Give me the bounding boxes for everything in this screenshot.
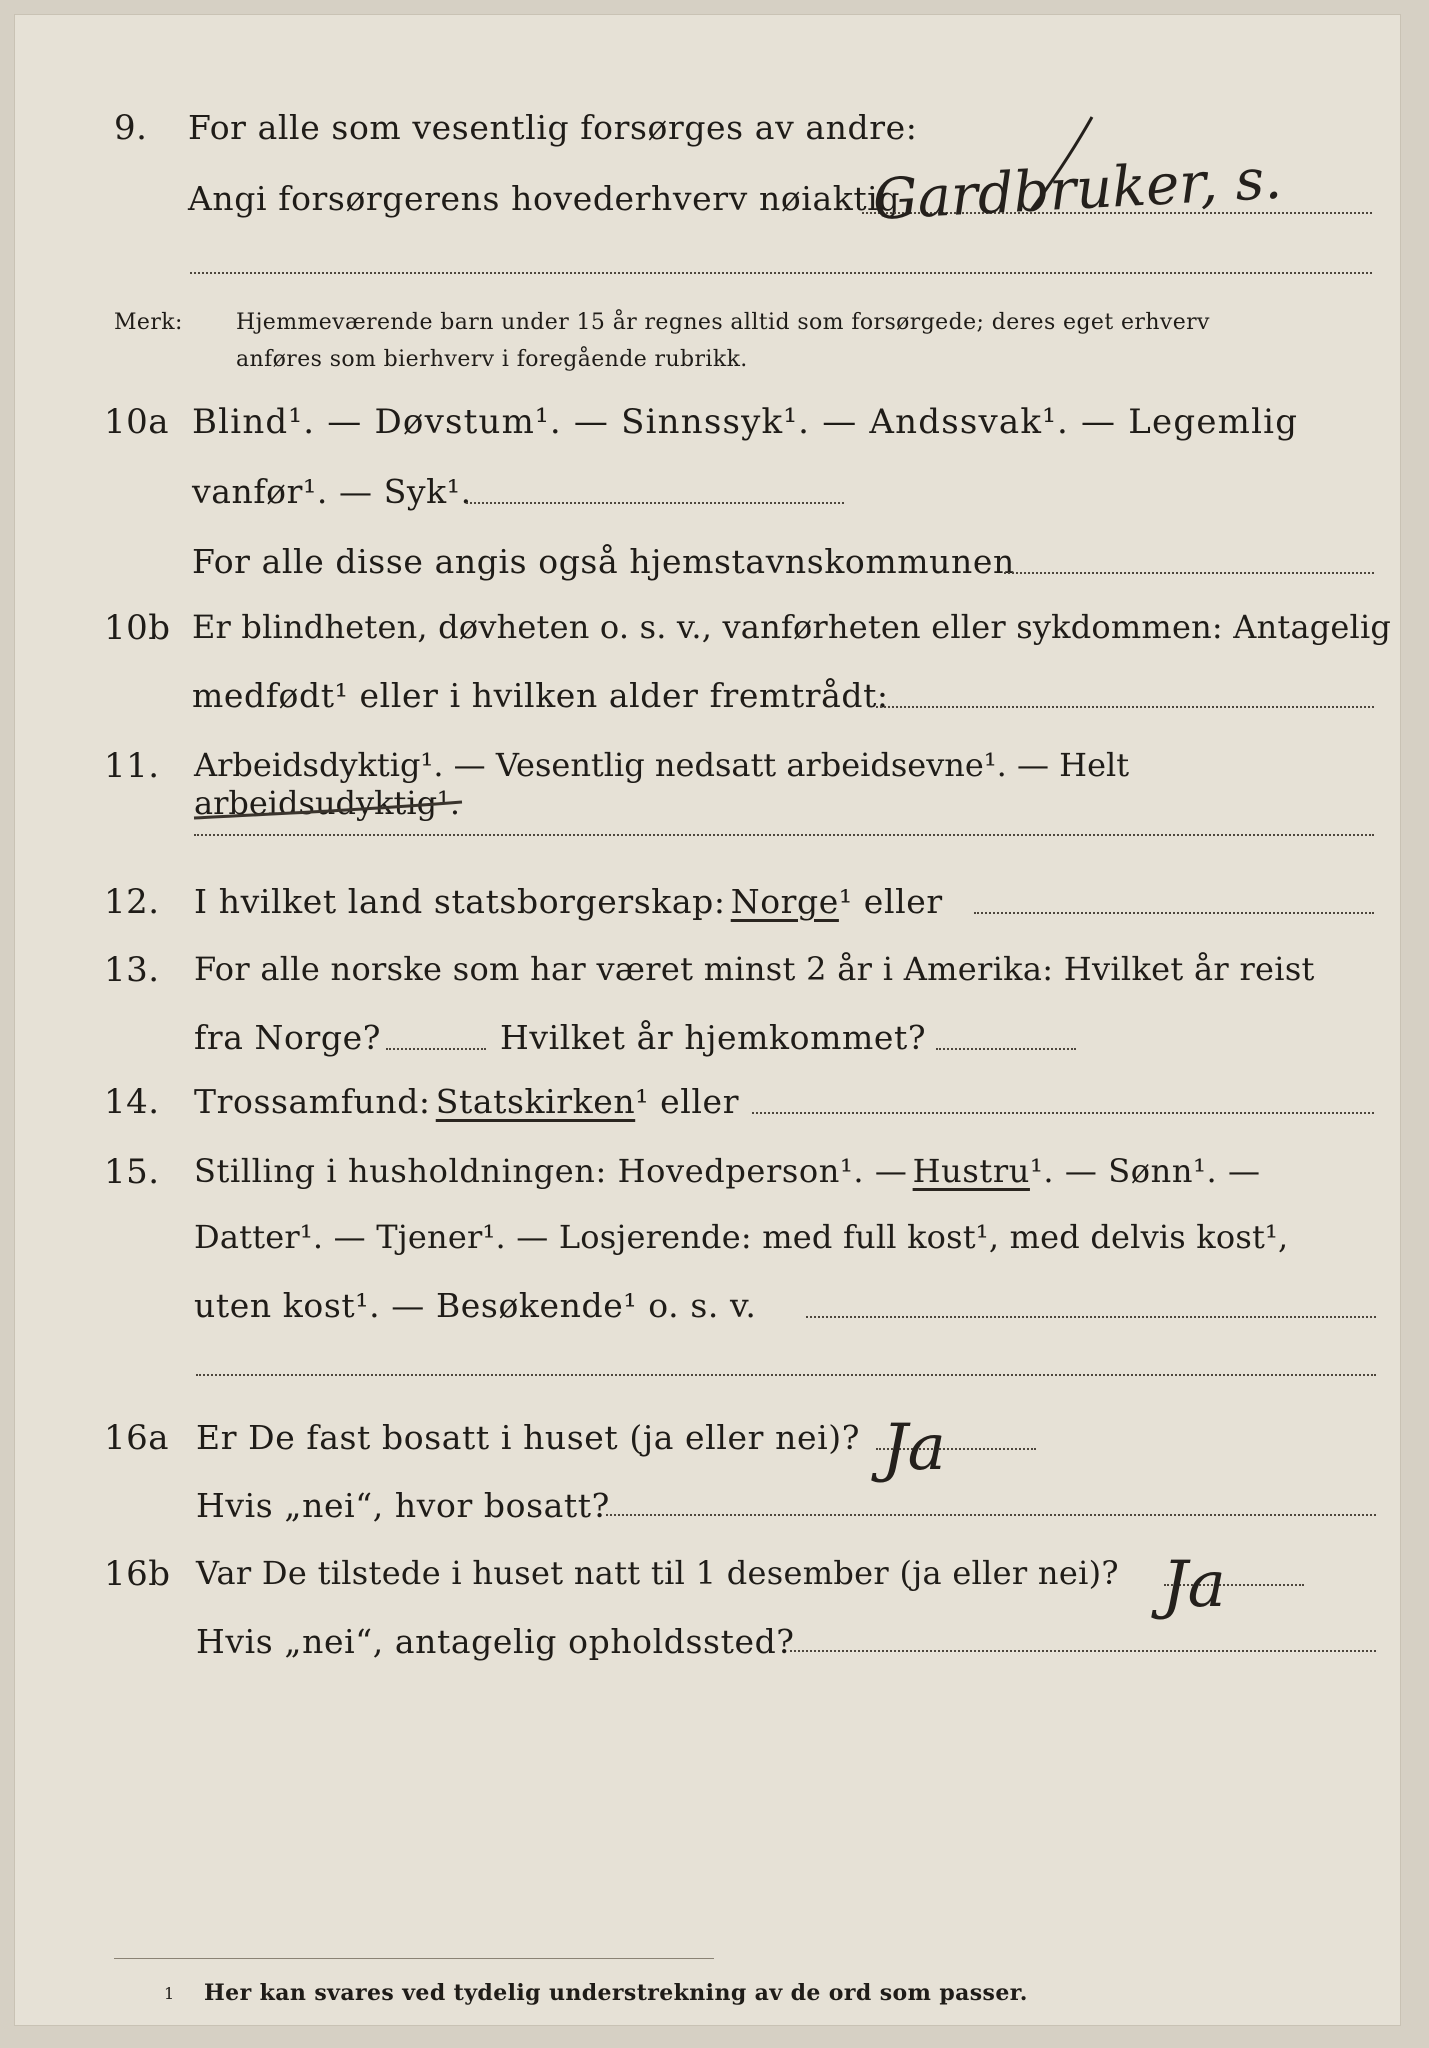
q13-number: 13. xyxy=(104,950,160,990)
q13-line1: For alle norske som har været minst 2 år i Amerika: Hvilket år reist xyxy=(194,950,1315,988)
q10b-number: 10b xyxy=(104,608,171,648)
q14-underlined: Statskirken xyxy=(435,1082,636,1121)
q16a-bosatt-line xyxy=(606,1514,1376,1516)
q12-number: 12. xyxy=(104,882,160,922)
footnote-separator xyxy=(114,1958,714,1959)
q16b-number: 16b xyxy=(104,1554,171,1594)
q14-row xyxy=(194,1082,739,1121)
q16a-handwritten-answer xyxy=(874,1399,1014,1509)
note-line1: Hjemmeværende barn under 15 år regnes alltid som forsørgede; deres eget erhverv xyxy=(236,310,1210,335)
q12-answer-line xyxy=(974,912,1374,914)
q16b-handwritten-answer xyxy=(1154,1534,1294,1654)
q15-answer-line xyxy=(806,1316,1376,1318)
q16b-opholdssted-line xyxy=(790,1650,1376,1652)
q9-answer-text: Gardbruker, s. xyxy=(871,146,1284,233)
q10a-line2: vanfør¹. — Syk¹. xyxy=(192,472,472,511)
q13-line2a: fra Norge? xyxy=(194,1018,382,1057)
q13-reist-line xyxy=(386,1048,486,1050)
q16a-line1: Er De fast bosatt i huset (ja eller nei)? xyxy=(196,1418,860,1457)
q15-line3: uten kost¹. — Besøkende¹ o. s. v. xyxy=(194,1286,757,1325)
q9-line2: Angi forsørgerens hovederhverv nøiaktig xyxy=(188,179,901,218)
q14-number: 14. xyxy=(104,1082,160,1122)
q13-line2b: Hvilket år hjemkommet? xyxy=(500,1018,927,1057)
q9-number: 9. xyxy=(114,108,148,148)
q11-extra-line xyxy=(194,834,1374,836)
q10b-alder-line xyxy=(876,706,1374,708)
q15-line1u: Hustru xyxy=(912,1152,1030,1190)
note-label: Merk: xyxy=(114,310,183,335)
q16b-line1: Var De tilstede i huset natt til 1 desember (ja eller nei)? xyxy=(196,1554,1119,1592)
q9-extra-line xyxy=(190,272,1372,274)
q9-handwritten-answer xyxy=(864,109,1304,269)
q15-line1b: ¹. — Sønn¹. — xyxy=(1029,1152,1261,1190)
q10b-line1: Er blindheten, døvheten o. s. v., vanførheten eller sykdommen: Antagelig xyxy=(192,608,1392,646)
q15-row1 xyxy=(194,1152,1261,1190)
q10a-kommune-line xyxy=(1004,572,1374,574)
q14-prefix: Trossamfund: xyxy=(194,1082,431,1121)
q16a-number: 16a xyxy=(104,1418,170,1458)
q11-line1: Arbeidsdyktig¹. — Vesentlig nedsatt arbeidsevne¹. — Helt arbeidsudyktig¹. xyxy=(194,746,1130,822)
census-form-page xyxy=(14,14,1401,2026)
q14-answer-line xyxy=(752,1112,1374,1114)
q11-number: 11. xyxy=(104,746,160,786)
q16b-answer-text: Ja xyxy=(1162,1548,1226,1622)
q15-number: 15. xyxy=(104,1152,160,1192)
footnote-mark: 1 xyxy=(164,1984,175,2003)
q12-prefix: I hvilket land statsborgerskap: xyxy=(194,882,726,921)
q15-extra-line xyxy=(196,1374,1376,1376)
q12-underlined: Norge xyxy=(730,882,839,921)
q16a-line2: Hvis „nei“, hvor bosatt? xyxy=(196,1486,610,1525)
note-line2: anføres som bierhverv i foregående rubrikk. xyxy=(236,347,748,372)
q11-underline-stroke xyxy=(192,796,472,826)
q10a-syk-line xyxy=(466,502,844,504)
q9-line1: For alle som vesentlig forsørges av andre: xyxy=(188,108,918,147)
q15-line1a: Stilling i husholdningen: Hovedperson¹. — xyxy=(194,1152,908,1190)
footnote-text: Her kan svares ved tydelig understrekning av de ord som passer. xyxy=(204,1980,1028,2006)
q16a-answer-text: Ja xyxy=(882,1411,946,1485)
q10a-line3: For alle disse angis også hjemstavnskommunen xyxy=(192,542,1015,581)
q16b-line2: Hvis „nei“, antagelig opholdssted? xyxy=(196,1622,795,1661)
q10a-line1: Blind¹. — Døvstum¹. — Sinnssyk¹. — Andssvak¹. — Legemlig xyxy=(192,402,1299,442)
q12-row xyxy=(194,882,943,921)
q13-hjemkommet-line xyxy=(936,1048,1076,1050)
q12-suffix: ¹ eller xyxy=(838,882,943,921)
q15-line2: Datter¹. — Tjener¹. — Losjerende: med full kost¹, med delvis kost¹, xyxy=(194,1218,1289,1256)
q10b-line2: medfødt¹ eller i hvilken alder fremtrådt: xyxy=(192,676,889,715)
q10a-number: 10a xyxy=(104,402,170,442)
q14-suffix: ¹ eller xyxy=(635,1082,740,1121)
